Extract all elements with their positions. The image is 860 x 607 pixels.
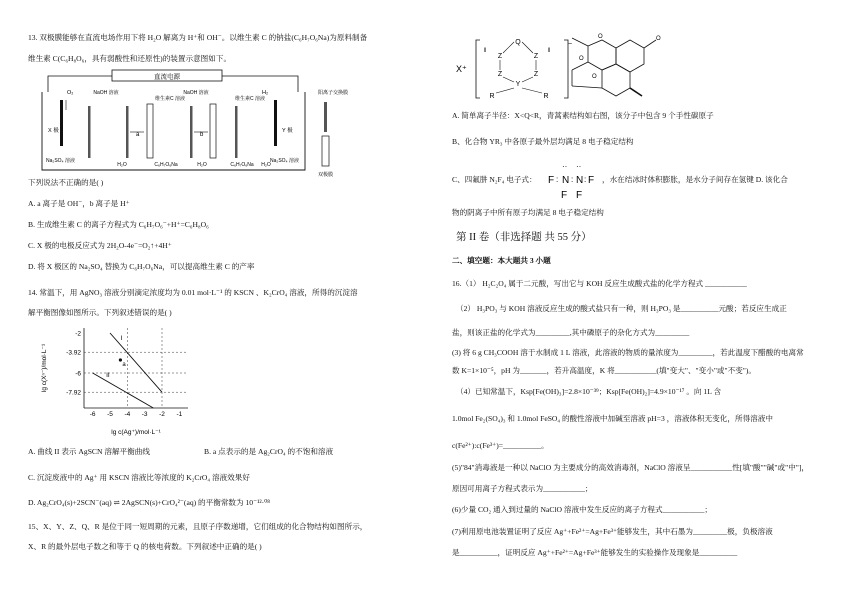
- lewis-f-left: F: [548, 175, 555, 186]
- q16-4c: c(Fe²⁺):c(Fe³⁺)=__________。: [452, 441, 549, 450]
- q15-option-c-lead: C、四氟肼 N₂F₄ 电子式：: [452, 175, 537, 184]
- atom-y: Y: [515, 81, 521, 88]
- bond-1: [503, 42, 514, 53]
- lewis-dots-mid-3: :: [584, 175, 587, 184]
- cation-membrane-3: [235, 106, 238, 158]
- na2so4-left: Na₂SO₄ 溶液: [46, 158, 75, 164]
- fill-section-heading: 二、填空题：本大题共 3 小题: [452, 256, 551, 265]
- series-line-II: [93, 373, 154, 408]
- tank: [42, 92, 305, 170]
- bipolar-membrane-3: [210, 104, 216, 158]
- lewis-n-1: N: [562, 175, 570, 186]
- o-2: O: [656, 36, 661, 42]
- x-tick-label-4: -2: [159, 411, 165, 418]
- o2-label: O₂: [67, 90, 74, 96]
- q13-stem-line2: 维生素 C(C₆H₈O₆，具有弱酸性和还原性)的装置示意图如下。: [28, 54, 232, 63]
- q13-stem-line1: 13. 双极膜能够在直流电场作用下将 H₂O 解离为 H⁺和 OH⁻。以维生素 C 的钠盐(C₆H₇O₆Na)为原料制备: [28, 33, 368, 42]
- solubility-chart: [28, 322, 203, 440]
- bridge-3: [572, 86, 602, 88]
- series-label-II: II: [106, 372, 110, 379]
- bond-6: [522, 77, 533, 82]
- q16-5a: (5)"84"消毒液是一种以 NaClO 为主要成分的高效消毒剂，NaClO 溶液呈___________性[填"酸""碱"或"中"]，: [452, 463, 810, 472]
- na2so4-right: Na₂SO₄ 溶液: [270, 158, 299, 164]
- lewis-dots-top-2: ··: [576, 162, 582, 171]
- x-tick-label-0: -6: [89, 411, 96, 418]
- q16-4b: 1.0mol Fe₂(SO₄)₃ 和 1.0mol FeSO₄ 的酸性溶液中加碱至溶液 pH=3 ，溶液体积无变化，所得溶液中: [452, 414, 773, 423]
- feed-h2o-3: H₂O: [261, 162, 271, 168]
- x-tick-label-3: -3: [141, 411, 148, 418]
- q16-3b: 数 K=1×10⁻⁵，pH 为_______，若升高温度，K 将___________(填"变大"、"变小"或"不变")。: [452, 366, 757, 375]
- n2f4-lewis: [548, 160, 598, 200]
- x-label: X 极: [48, 128, 59, 134]
- bond-5: [503, 77, 514, 82]
- atom-r-right: R: [543, 93, 549, 100]
- q16-5b: 原因可用离子方程式表示为___________；: [452, 484, 593, 493]
- ring-3: [602, 64, 630, 96]
- lewis-dots-mid-2: :: [571, 175, 574, 184]
- z-double-bond-right: ‖: [548, 48, 551, 54]
- q14-option-a: A. 曲线 II 表示 AgSCN 溶解平衡曲线: [28, 447, 150, 456]
- y-tick-label-0: -2: [75, 330, 81, 338]
- legend-bipolar-swatch: [322, 136, 329, 166]
- legend-cation-label: 阳离子交换膜: [318, 90, 349, 96]
- q13-option-d: D. 将 X 极区的 Na₂SO₄ 替换为 C₆H₇O₆Na，可以提高维生素 C 的产率: [28, 262, 255, 271]
- y-tick-label-2: -6: [75, 370, 81, 378]
- q13-ask: 下列说法不正确的是( ): [28, 178, 104, 187]
- naoh-label-2: NaOH 溶液: [183, 90, 209, 96]
- o-1: O: [598, 34, 603, 40]
- legend-bipolar-label: 双极膜: [318, 172, 334, 178]
- q16-2b: 盐，则该正盐的化学式为_________,其中磷原子的杂化方式为_________: [452, 328, 690, 337]
- z-double-bond-left: ‖: [484, 48, 487, 54]
- q14-option-d: D. Ag₂CrO₄(s)+2SCN⁻(aq) ⇌ 2AgSCN(s)+CrO₄²⁻(aq) 的平衡常数为 10⁻¹²·⁰⁸: [28, 498, 270, 507]
- bond-2: [522, 42, 533, 53]
- series-line-I: [110, 333, 162, 392]
- artemisinin-structure: [552, 30, 662, 104]
- y-tick-label-1: -3.92: [66, 349, 81, 357]
- bipolar-membrane-1: [88, 106, 91, 158]
- x-tick-label-2: -4: [124, 411, 131, 418]
- x-tick-label-1: -5: [107, 411, 113, 418]
- lewis-f-br: F: [576, 190, 583, 201]
- q15-option-a: A. 简单离子半径：X<Q<R，青蒿素结构如右图，该分子中包含 9 个手性碳原子: [452, 111, 714, 120]
- bridge-1: [572, 62, 588, 70]
- bond-8: [522, 88, 542, 93]
- power-label: 直流电源: [154, 73, 180, 81]
- series-label-I: I: [120, 334, 123, 342]
- q16-7a: (7)利用原电池装置证明了反应 Ag⁺+Fe²⁺=Ag+Fe³⁺能够发生，其中石墨为_________极，负极溶液: [452, 527, 773, 536]
- q14-option-c: C. 沉淀废液中的 Ag⁺ 用 KSCN 溶液比等浓度的 K₂CrO₄ 溶液效果好: [28, 473, 250, 482]
- q14-option-b: B. a 点表示的是 Ag₂CrO₄ 的不饱和溶液: [204, 447, 334, 456]
- q16-4a: （4）已知常温下，Ksp[Fe(OH)₃]=2.8×10⁻³⁹；Ksp[Fe(OH)₂]=4.9×10⁻¹⁷ 。向 1L 含: [456, 387, 722, 396]
- ring-2: [616, 40, 644, 72]
- o-3: O: [579, 56, 584, 62]
- atom-z-right: Z: [533, 53, 539, 60]
- ion-b: b: [200, 132, 204, 138]
- cation-membrane-2: [190, 106, 193, 158]
- bipolar-membrane-2: [147, 104, 153, 158]
- atom-q: Q: [515, 39, 521, 46]
- feed-salt-1: C₆H₇O₆Na: [154, 162, 178, 168]
- q13-option-c: C. X 极的电极反应式为 2H₂O-4e⁻=O₂↑+4H⁺: [28, 241, 172, 250]
- q14-stem-line2: 解平衡图像如图所示。下列叙述错误的是( ): [28, 308, 172, 317]
- lewis-dots-mid-1: :: [556, 175, 559, 184]
- x-tick-label-5: -1: [176, 411, 183, 418]
- bracket-left: [476, 40, 480, 98]
- y-axis-label: lg c(Xⁿ⁻)/mol·L⁻¹: [41, 343, 48, 393]
- atom-z-bl: Z: [497, 71, 503, 78]
- cation-membrane-1: [126, 106, 129, 158]
- feed-h2o-2: H₂O: [197, 162, 207, 168]
- ion-a: a: [136, 132, 140, 138]
- q13-option-a: A. a 离子是 OH⁻，b 离子是 H⁺: [28, 199, 130, 208]
- part2-heading: 第 II 卷（非选择题 共 55 分）: [456, 232, 592, 243]
- vitc-label-2: 维生素C 溶液: [234, 96, 266, 102]
- legend-cation-swatch: [324, 102, 327, 132]
- methyl-2: [630, 88, 642, 96]
- q14-stem-line1: 14. 常温下，用 AgNO₃ 溶液分别滴定浓度均为 0.01 mol·L⁻¹ 的 KSCN 、K₂CrO₄ 溶液，所得的沉淀溶: [28, 288, 358, 297]
- q15-option-c-tail: ，水在结冰时体积膨胀，是水分子间存在氢键 D. 该化合: [602, 175, 788, 184]
- q15-stem-line1: 15、X、Y、Z、Q、R 是位于同一短周期的元素，且原子序数递增，它们组成的化合物结构如图所示，: [28, 522, 368, 531]
- atom-z-left: Z: [497, 53, 503, 60]
- naoh-label-1: NaOH 溶液: [93, 90, 119, 96]
- q15-option-b: B、化合物 YR₃ 中各原子最外层均满足 8 电子稳定结构: [452, 137, 634, 146]
- h2-label: H₂: [262, 90, 269, 96]
- x-cation: X⁺: [456, 64, 467, 74]
- atom-z-br: Z: [533, 71, 539, 78]
- wire-right: [222, 76, 298, 92]
- x-axis-label: lg c(Ag⁺)/mol·L⁻¹: [111, 429, 161, 436]
- q16-1: 16.（1） H₂C₂O₄ 属于二元酸，写出它与 KOH 反应生成酸式盐的化学方程式 ___________: [452, 279, 747, 288]
- right-column: [452, 0, 844, 607]
- lewis-dots-top-1: ··: [562, 162, 568, 171]
- point-label-a: a: [122, 362, 126, 368]
- y-label: Y 极: [282, 128, 293, 134]
- lewis-f-right: F: [588, 175, 595, 186]
- y-electrode: [274, 100, 277, 146]
- feed-salt-2: C₆H₇O₆Na: [230, 162, 254, 168]
- bracket-minus: −: [568, 41, 573, 48]
- lewis-n-2: N: [576, 175, 584, 186]
- electrolysis-diagram: [30, 70, 349, 182]
- bond-7: [496, 88, 514, 93]
- lewis-f-bl: F: [561, 190, 568, 201]
- q16-2a: （2） H₃PO₃ 与 KOH 溶液反应生成的酸式盐只有一种，则 H₃PO₃ 是__________元酸；若反应生成正: [456, 304, 787, 313]
- x-electrode: [60, 100, 63, 146]
- q15-option-c-line2: 物的阴离子中所有原子均满足 8 电子稳定结构: [452, 208, 604, 217]
- q16-3a: (3) 将 6 g CH₃COOH 溶于水制成 1 L 溶液，此溶液的物质的量浓度为_________，若此温度下醋酸的电离常: [452, 348, 804, 357]
- feed-h2o-1: H₂O: [117, 162, 127, 168]
- y-tick-label-3: -7.92: [66, 389, 81, 397]
- o-4: O: [592, 74, 597, 80]
- atom-r-left: R: [489, 93, 495, 100]
- left-column: [28, 0, 428, 607]
- q13-option-b: B. 生成维生素 C 的离子方程式为 C₆H₇O₆⁻+H⁺=C₆H₈O₆: [28, 220, 209, 229]
- q16-6: (6)少量 CO₂ 通入到过量的 NaClO 溶液中发生反应的离子方程式___________；: [452, 505, 712, 514]
- methyl-1: [572, 38, 588, 46]
- carbonyl: [644, 40, 656, 48]
- vitc-label-1: 维生素C 溶液: [154, 96, 186, 102]
- q15-stem-line2: X、R 的最外层电子数之和等于 Q 的核电荷数。下列叙述中正确的是( ): [28, 542, 262, 551]
- q16-7b: 是__________，证明反应 Ag⁺+Fe²⁺=Ag+Fe³⁺能够发生的实验操作及现象是__________: [452, 548, 738, 557]
